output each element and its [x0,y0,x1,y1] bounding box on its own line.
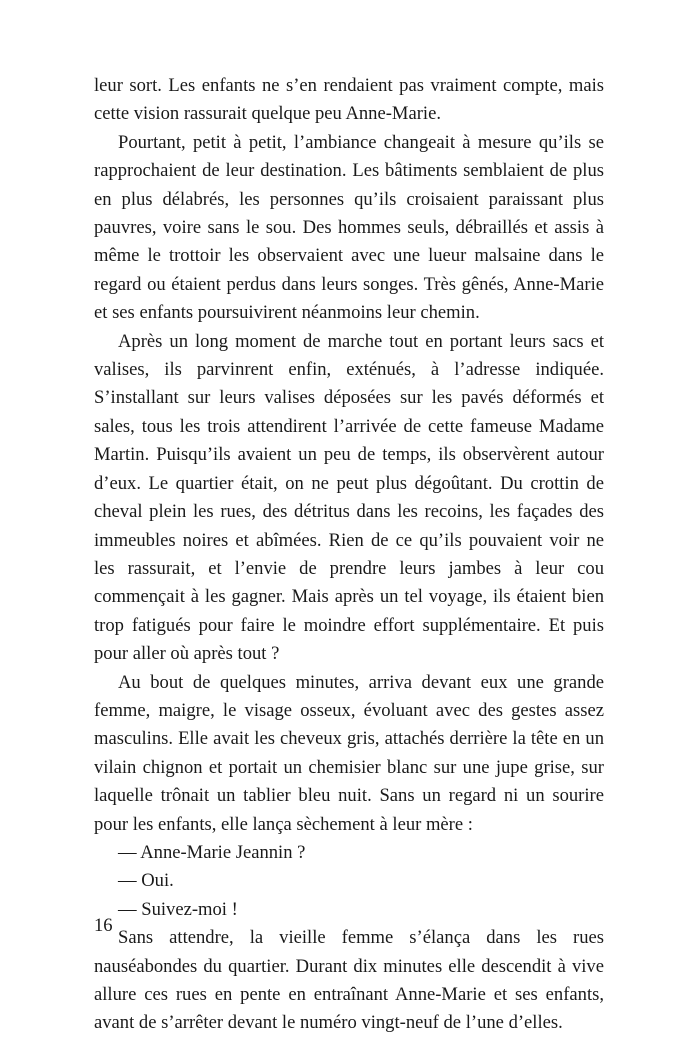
paragraph-3: Après un long moment de marche tout en portant leurs sacs et valises, ils parvinrent enfin, exténués, à l’adresse indiquée. S’installant sur leurs valises déposées sur les pavés déformés et sales, tous les trois attendirent l’arrivée de cette fameuse Madame Martin. Puisqu’ils avaient un peu de temps, ils observèrent autour d’eux. Le quartier était, on ne peut plus dégoûtant. Du crottin de cheval plein les rues, des détritus dans les recoins, les façades des immeubles noires et abîmées. Rien de ce qu’ils pouvaient voir ne les rassurait, et l’envie de prendre leurs jambes à leur cou commençait à les gagner. Mais après un tel voyage, ils étaient bien trop fatigués pour faire le moindre effort supplémentaire. Et puis pour aller où après tout ? [94,330,604,665]
paragraph-1: leur sort. Les enfants ne s’en rendaient pas vraiment compte, mais cette vision rassurait quelque peu Anne-Marie. [94,75,604,125]
page-number: 16 [94,915,113,936]
page-body [94,72,604,1038]
paragraph-5: Sans attendre, la vieille femme s’élança dans les rues nauséabondes du quartier. Durant dix minutes elle descendit à vive allure ces rues en pente en entraînant Anne-Marie et ses enfants, avant de s’arrêter devant le numéro vingt-neuf de l’une d’elles. [94,927,604,1034]
paragraph-4: Au bout de quelques minutes, arriva devant eux une grande femme, maigre, le visage osseux, évoluant avec des gestes assez masculins. Elle avait les cheveux gris, attachés derrière la tête en un vilain chignon et portait un chemisier blanc sur une jupe grise, sur laquelle trônait un tablier bleu nuit. Sans un regard ni un sourire pour les enfants, elle lança sèchement à leur mère : [94,671,604,835]
dialogue-line-3: — Suivez-moi ! [118,898,238,920]
dialogue-line-2: — Oui. [118,870,174,892]
paragraph-2: Pourtant, petit à petit, l’ambiance changeait à mesure qu’ils se rapprochaient de leur destination. Les bâtiments semblaient de plus en plus délabrés, les personnes qu’ils croisaient paraissant plus pauvres, voire sans le sou. Des hommes seuls, débraillés et assis à même le trottoir les observaient avec une lueur malsaine dans le regard ou étaient perdus dans leurs songes. Très gênés, Anne-Marie et ses enfants poursuivirent néanmoins leur chemin. [94,131,604,324]
dialogue-line-1: — Anne-Marie Jeannin ? [118,841,306,863]
